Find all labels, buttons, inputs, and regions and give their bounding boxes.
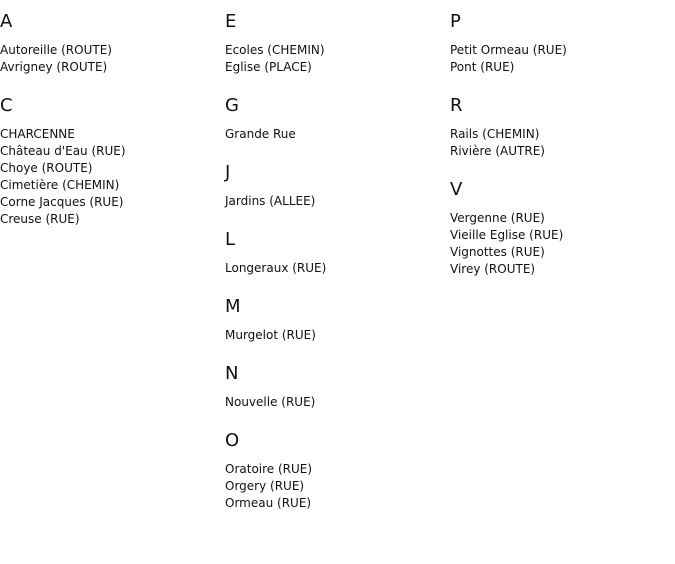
street-link[interactable]: Murgelot (RUE) xyxy=(225,328,316,342)
street-link[interactable]: Jardins (ALLEE) xyxy=(225,194,316,208)
letter-heading: V xyxy=(450,179,463,200)
letter-group-o xyxy=(225,427,445,512)
letter-heading: O xyxy=(225,430,240,451)
letter-heading: P xyxy=(450,11,461,32)
letter-heading: C xyxy=(0,95,13,116)
street-list xyxy=(225,126,445,143)
letter-group-g xyxy=(225,92,445,143)
street-list xyxy=(450,126,670,160)
street-link[interactable]: Rails (CHEMIN) xyxy=(450,127,540,141)
street-list xyxy=(0,126,220,228)
street-link[interactable]: Creuse (RUE) xyxy=(0,212,80,226)
letter-heading: R xyxy=(450,95,463,116)
letter-group-l xyxy=(225,226,445,277)
letter-group-c xyxy=(0,92,220,228)
street-link[interactable]: Ecoles (CHEMIN) xyxy=(225,43,325,57)
street-link[interactable]: Château d'Eau (RUE) xyxy=(0,144,126,158)
street-list xyxy=(225,327,445,344)
street-link[interactable]: Choye (ROUTE) xyxy=(0,161,93,175)
street-list xyxy=(225,193,445,210)
directory-column xyxy=(225,8,445,528)
street-link[interactable]: Rivière (AUTRE) xyxy=(450,144,545,158)
street-link[interactable]: Nouvelle (RUE) xyxy=(225,395,316,409)
street-link[interactable]: Pont (RUE) xyxy=(450,60,515,74)
letter-group-r xyxy=(450,92,670,160)
letter-group-n xyxy=(225,360,445,411)
letter-heading: J xyxy=(225,162,231,183)
letter-group-j xyxy=(225,159,445,210)
street-list xyxy=(450,210,670,278)
street-link[interactable]: Orgery (RUE) xyxy=(225,479,305,493)
street-link[interactable]: Avrigney (ROUTE) xyxy=(0,60,108,74)
street-list xyxy=(225,260,445,277)
letter-group-v xyxy=(450,176,670,278)
letter-group-e xyxy=(225,8,445,76)
letter-heading: A xyxy=(0,11,13,32)
letter-heading: N xyxy=(225,363,239,384)
letter-group-m xyxy=(225,293,445,344)
letter-heading: L xyxy=(225,229,236,250)
street-link[interactable]: Eglise (PLACE) xyxy=(225,60,312,74)
street-link[interactable]: Petit Ormeau (RUE) xyxy=(450,43,567,57)
letter-heading: G xyxy=(225,95,239,116)
directory-column xyxy=(0,8,220,244)
street-link[interactable]: Vignottes (RUE) xyxy=(450,245,545,259)
directory-column xyxy=(450,8,670,294)
street-link[interactable]: CHARCENNE xyxy=(0,127,75,141)
street-list xyxy=(225,42,445,76)
street-link[interactable]: Oratoire (RUE) xyxy=(225,462,313,476)
street-list xyxy=(225,394,445,411)
street-link[interactable]: Vergenne (RUE) xyxy=(450,211,545,225)
street-list xyxy=(450,42,670,76)
letter-group-a xyxy=(0,8,220,76)
street-list xyxy=(225,461,445,512)
street-link[interactable]: Vieille Eglise (RUE) xyxy=(450,228,564,242)
street-link[interactable]: Cimetière (CHEMIN) xyxy=(0,178,120,192)
letter-group-p xyxy=(450,8,670,76)
street-list xyxy=(0,42,220,76)
street-link[interactable]: Grande Rue xyxy=(225,127,296,141)
street-link[interactable]: Ormeau (RUE) xyxy=(225,496,312,510)
letter-heading: E xyxy=(225,11,237,32)
street-link[interactable]: Corne Jacques (RUE) xyxy=(0,195,124,209)
street-link[interactable]: Autoreille (ROUTE) xyxy=(0,43,112,57)
street-link[interactable]: Longeraux (RUE) xyxy=(225,261,327,275)
street-link[interactable]: Virey (ROUTE) xyxy=(450,262,536,276)
letter-heading: M xyxy=(225,296,241,317)
